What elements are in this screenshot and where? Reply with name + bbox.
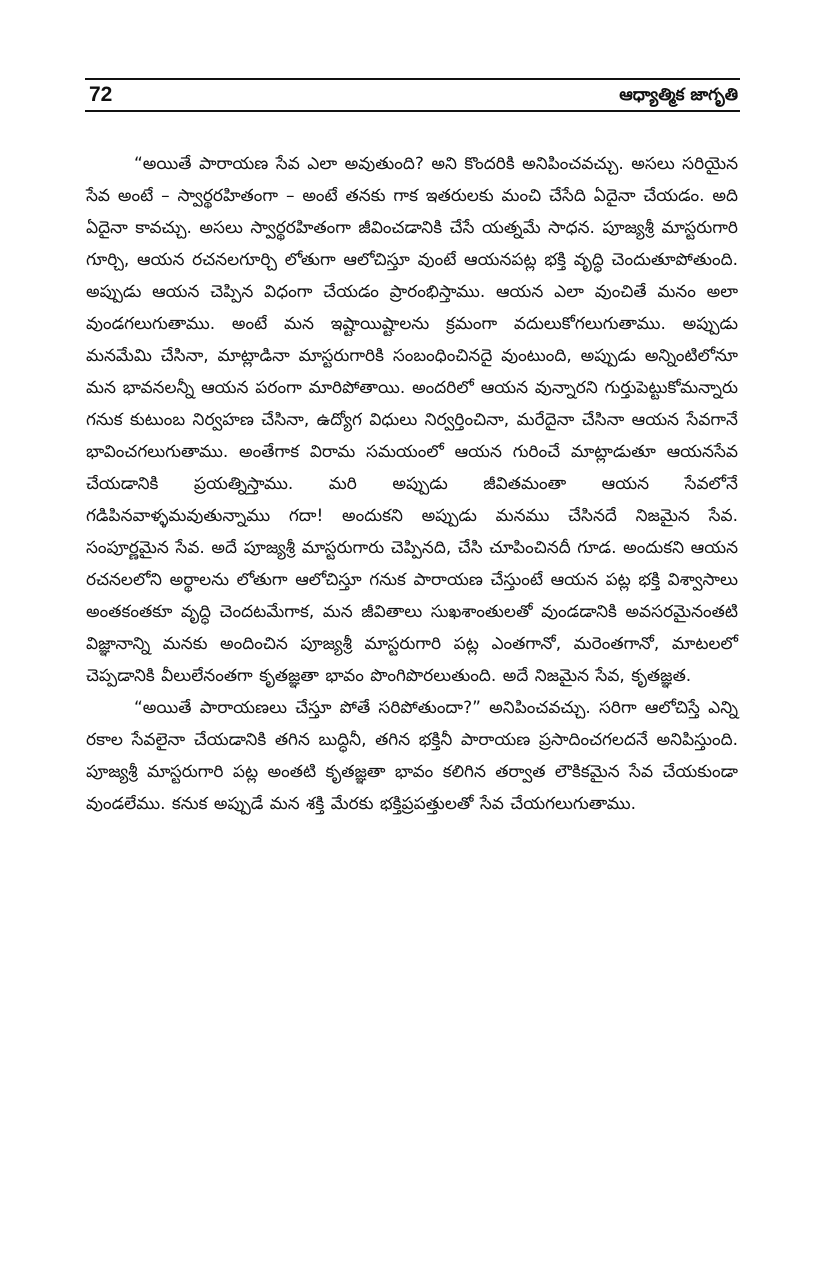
page-header [85,78,740,112]
paragraph: “అయితే పారాయణ సేవ ఎలా అవుతుంది? అని కొందరికి అనిపించవచ్చు. అసలు సరియైన సేవ అంటే – స్వార్థరహితంగా – అంటే తనకు గాక ఇతరులకు మంచి చేసేది ఏదైనా చేయడం. అది ఏదైనా కావచ్చు. అసలు స్వార్థరహితంగా జీవించడానికి చేసే యత్నమే సాధన. పూజ్యశ్రీ మాస్టరుగారి గూర్చి, ఆయన రచనలగూర్చి లోతుగా ఆలోచిస్తూ వుంటే ఆయనపట్ల భక్తి వృద్ధి చెందుతూపోతుంది. అప్పుడు ఆయన చెప్పిన విధంగా చేయడం ప్రారంభిస్తాము. ఆయన ఎలా వుంచితే మనం అలా వుండగలుగుతాము. అంటే మన ఇష్టాయిష్టాలను క్రమంగా వదులుకోగలుగుతాము. అప్పుడు మనమేమి చేసినా, మాట్లాడినా మాస్టరుగారికి సంబంధించినదై వుంటుంది, అప్పుడు అన్నింటిలోనూ మన భావనలన్నీ ఆయన పరంగా మారిపోతాయి. అందరిలో ఆయన వున్నారని గుర్తుపెట్టుకోమన్నారు గనుక కుటుంబ నిర్వహణ చేసినా, ఉద్యోగ విధులు నిర్వర్తించినా, మరేదైనా చేసినా ఆయన సేవగానే భావించగలుగుతాము. అంతేగాక విరామ సమయంలో ఆయన గురించే మాట్లాడుతూ ఆయనసేవ చేయడానికి ప్రయత్నిస్తాము. మరి అప్పుడు జీవితమంతా ఆయన సేవలోనే గడిపినవాళ్ళమవుతున్నాము గదా! అందుకని అప్పుడు మనము చేసినదే నిజమైన సేవ. సంపూర్ణమైన సేవ. అదే పూజ్యశ్రీ మాస్టరుగారు చెప్పినది, చేసి చూపించినదీ గూడ. అందుకని ఆయన రచనలలోని అర్థాలను లోతుగా ఆలోచిస్తూ గనుక పారాయణ చేస్తుంటే ఆయన పట్ల భక్తి విశ్వాసాలు అంతకంతకూ వృద్ధి చెందటమేగాక, మన జీవితాలు సుఖశాంతులతో వుండడానికి అవసరమైనంతటి విజ్ఞానాన్ని మనకు అందించిన పూజ్యశ్రీ మాస్టరుగారి పట్ల ఎంతగానో, మరెంతగానో, మాటలలో చెప్పడానికి వీలులేనంతగా కృతజ్ఞతా భావం పొంగిపొరలుతుంది. అదే నిజమైన సేవ, కృతజ్ఞత. [86,154,738,686]
page-number: 72 [89,83,113,106]
paragraph: “అయితే పారాయణలు చేస్తూ పోతే సరిపోతుందా?” అనిపించవచ్చు. సరిగా ఆలోచిస్తే ఎన్ని రకాల సేవలైనా చేయడానికి తగిన బుద్ధినీ, తగిన భక్తినీ పారాయణ ప్రసాదించగలదనే అనిపిస్తుంది. పూజ్యశ్రీ మాస్టరుగారి పట్ల అంతటి కృతజ్ఞతా భావం కలిగిన తర్వాత లౌకికమైన సేవ చేయకుండా వుండలేము. కనుక అప్పుడే మన శక్తి మేరకు భక్తిప్రపత్తులతో సేవ చేయగలుగుతాము. [86,698,738,814]
body-text [86,148,738,820]
running-title: ఆధ్యాత్మిక జాగృతి [619,85,738,105]
